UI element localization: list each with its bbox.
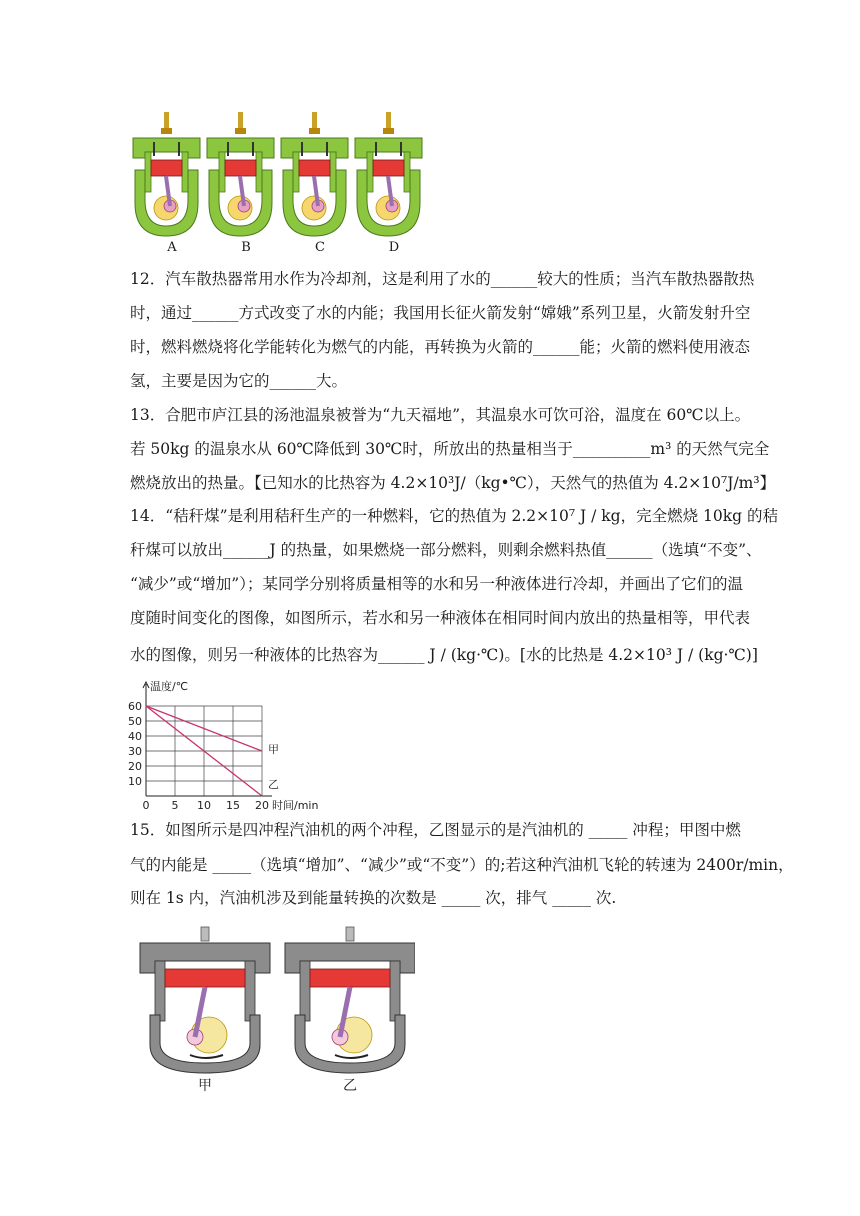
y-axis-label: 温度/℃ xyxy=(150,680,189,693)
q14-line-2: 秆煤可以放出______J 的热量，如果燃烧一部分燃料，则剩余燃料热值______（选填“不变”、 xyxy=(130,541,762,559)
y-tick-label: 20 xyxy=(128,760,142,773)
q13-line-2: 若 50kg 的温泉水从 60℃降低到 30℃时，所放出的热量相当于__________m³ 的天然气完全 xyxy=(130,440,770,458)
x-tick-label: 5 xyxy=(171,799,179,810)
series-label-2: 乙 xyxy=(268,778,279,791)
engine-label-b: B xyxy=(241,240,251,255)
x-tick-label: 15 xyxy=(226,799,240,810)
y-tick-label: 50 xyxy=(128,715,142,728)
q12-line-3: 时，燃料燃烧将化学能转化为燃气的内能，再转换为火箭的______能；火箭的燃料使用液态 xyxy=(130,338,751,356)
x-axis-label: 时间/min xyxy=(272,799,319,810)
engine-label-jia: 甲 xyxy=(198,1078,212,1094)
engine-label-d: D xyxy=(388,240,400,255)
temperature-time-chart xyxy=(120,678,340,810)
engine-label-yi: 乙 xyxy=(343,1078,357,1094)
q15-line-1: 15．如图所示是四冲程汽油机的两个冲程，乙图显示的是汽油机的 _____ 冲程；甲图中燃 xyxy=(130,821,741,839)
x-tick-label: 10 xyxy=(197,799,211,810)
x-tick-label: 0 xyxy=(142,799,150,810)
chart-svg xyxy=(120,678,340,810)
engine-strokes-svg xyxy=(135,925,415,1075)
q15-line-3: 则在 1s 内，汽油机涉及到能量转换的次数是 _____ 次，排气 _____ 次. xyxy=(130,889,617,907)
q14-line-4: 度随时间变化的图像，如图所示，若水和另一种液体在相同时间内放出的热量相等，甲代表 xyxy=(130,609,751,627)
engine-figure-abcd xyxy=(130,108,430,258)
q13-line-1: 13．合肥市庐江县的汤池温泉被誉为“九天福地”，其温泉水可饮可浴，温度在 60℃以上。 xyxy=(130,406,751,424)
x-tick-label: 20 xyxy=(255,799,269,810)
q12-line-1: 12．汽车散热器常用水作为冷却剂，这是利用了水的______较大的性质；当汽车散热器散热 xyxy=(130,270,755,288)
engine-label-c: C xyxy=(315,240,325,255)
q12-line-2: 时，通过______方式改变了水的内能；我国用长征火箭发射“嫦娥”系列卫星，火箭发射升空 xyxy=(130,304,751,322)
q14-line-3: “减少”或“增加”）；某同学分别将质量相等的水和另一种液体进行冷却，并画出了它们的温 xyxy=(130,575,743,593)
q15-line-2: 气的内能是 _____（选填“增加”、“减少”或“不变”）的;若这种汽油机飞轮的转速为 2400r/min， xyxy=(130,856,794,874)
engine-label-a: A xyxy=(167,240,177,255)
engine-diagram xyxy=(133,112,200,236)
q14-line-1: 14．“秸秆煤”是利用秸秆生产的一种燃料，它的热值为 2.2×10⁷ J / kg，完全燃烧 10kg 的秸 xyxy=(130,507,778,525)
q14-line-5: 水的图像，则另一种液体的比热容为______ J / (kg·℃)。[水的比热是 4.2×10³ J / (kg·℃)] xyxy=(130,646,758,664)
q12-line-4: 氢，主要是因为它的______大。 xyxy=(130,372,348,390)
engine-figure-jia-yi xyxy=(135,925,415,1100)
y-tick-label: 30 xyxy=(128,745,142,758)
y-tick-label: 40 xyxy=(128,730,142,743)
engine-diagram-gray xyxy=(140,927,270,1073)
series-label-1: 甲 xyxy=(268,743,279,756)
q13-line-3: 燃烧放出的热量。【已知水的比热容为 4.2×10³J/（kg•℃），天然气的热值为 4.2×10⁷J/m³】 xyxy=(130,474,776,492)
y-tick-label: 60 xyxy=(128,700,142,713)
engine-diagrams-svg xyxy=(130,108,430,243)
y-tick-label: 10 xyxy=(128,775,142,788)
